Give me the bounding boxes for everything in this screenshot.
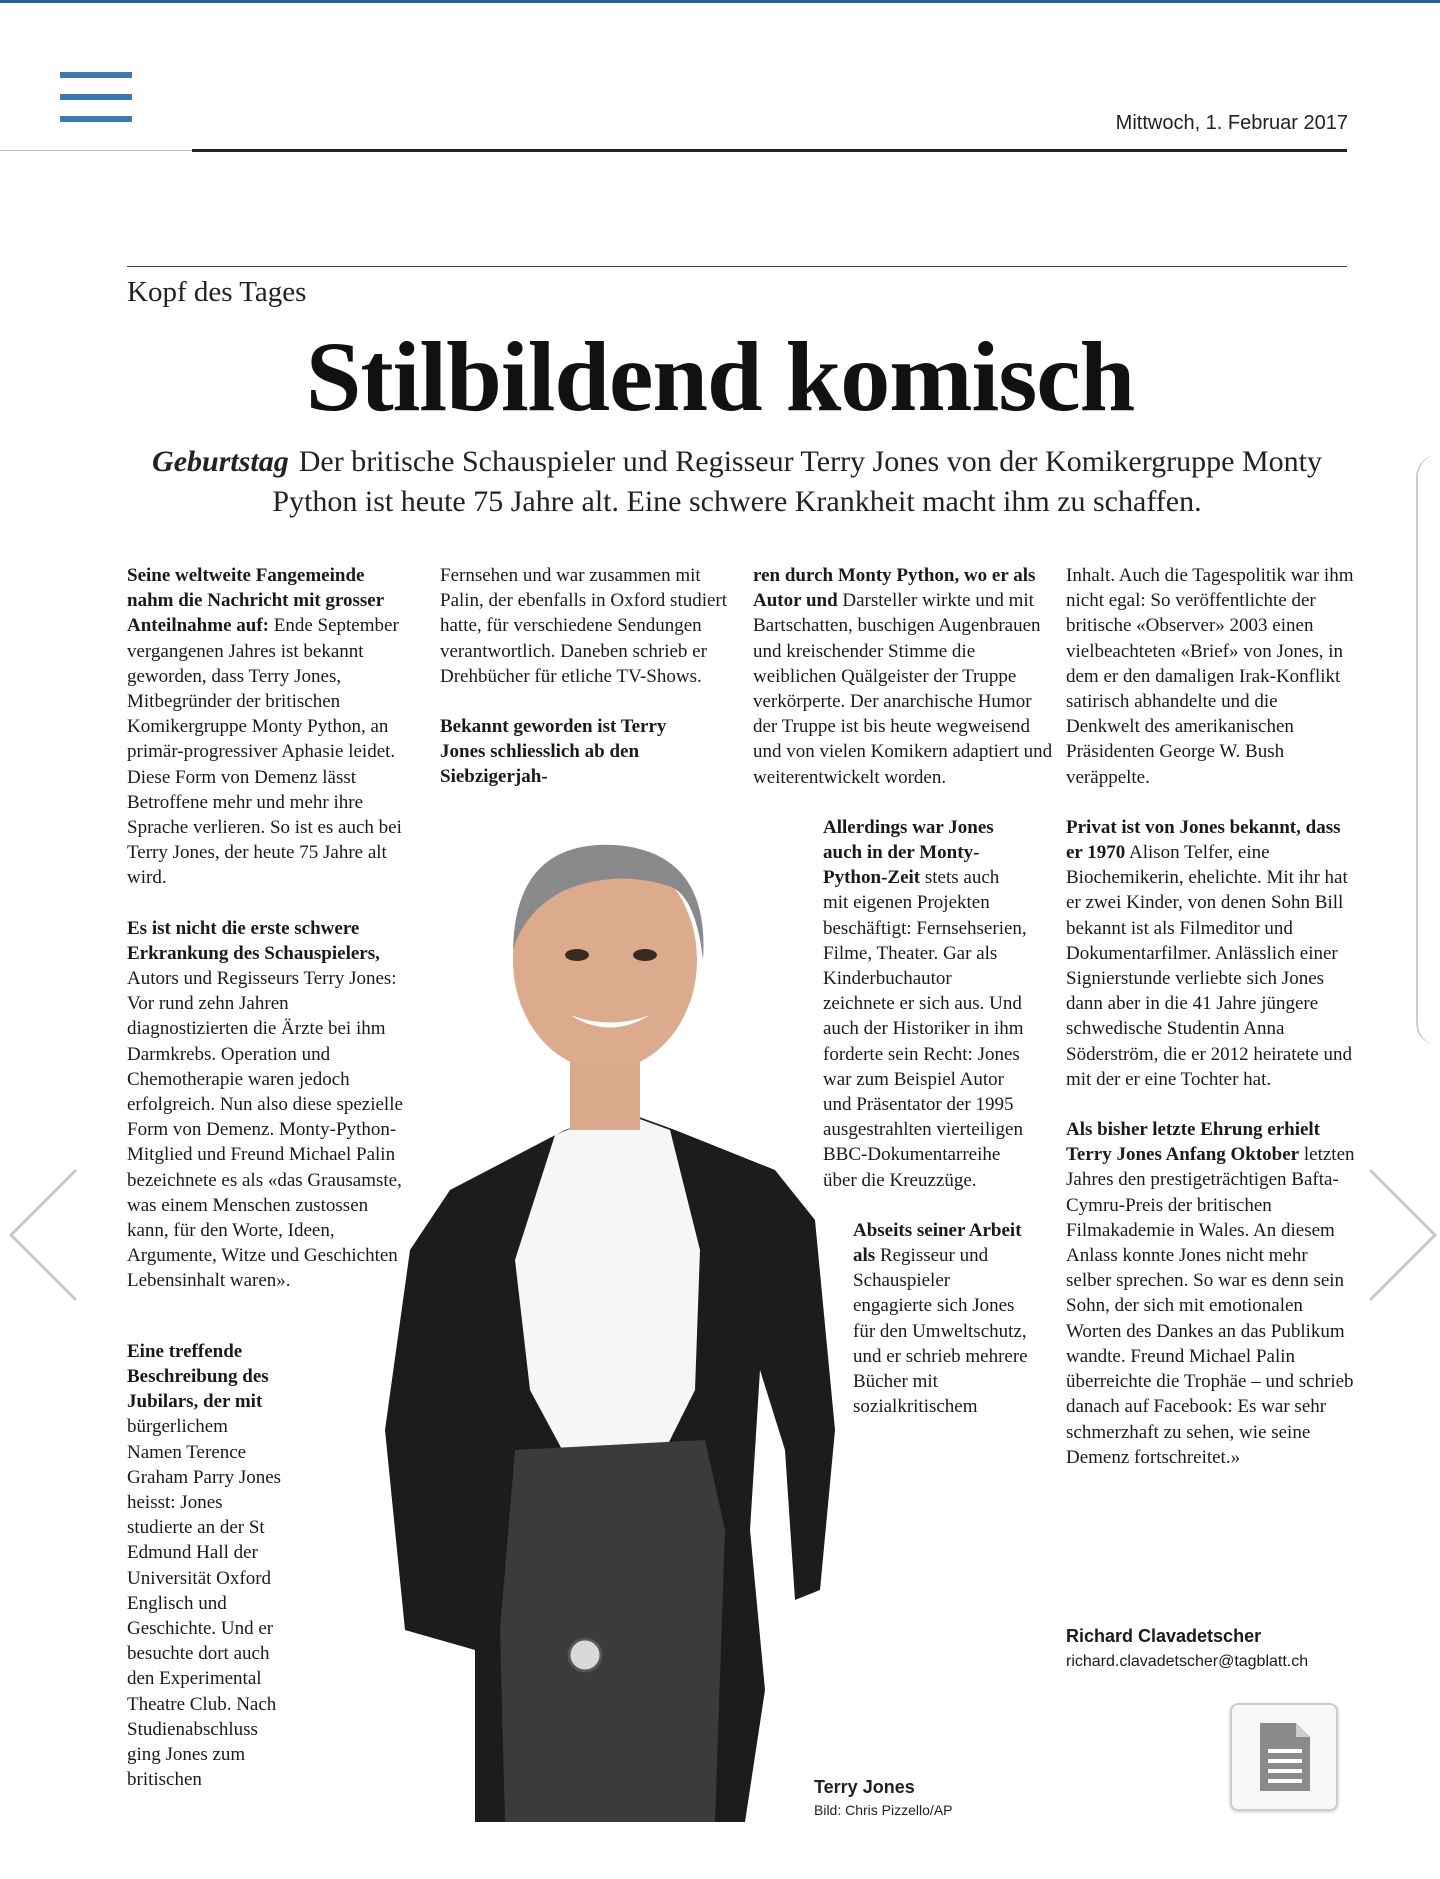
document-icon <box>1232 1705 1336 1809</box>
paragraph-text: Autors und Regisseurs Terry Jones: Vor rund zehn Jahren diagnostizierten die Ärzte bei ihm Darmkrebs. Operation und Chemotherapie waren jedoch erfolgreich. Nun also diese spezielle Form von Demenz. Monty-Python-Mitglied und Freund Michael Palin bezeichnete es als «das Grausamste, was einem Menschen zustossen kann, für den Worte, Ideen, Argumente, Witze und Geschichten Lebensinhalt waren». <box>127 968 403 1292</box>
paragraph-lead-in: Eine treffende Beschreibung des Jubilars, der mit <box>127 1340 269 1413</box>
menu-bar <box>60 116 132 122</box>
paragraph-lead-in: Als bisher letzte Ehrung erhielt Terry Jones Anfang Oktober <box>1066 1119 1321 1166</box>
paragraph-lead-in: Bekannt geworden ist Terry Jones schliesslich ab den Siebzigerjah- <box>440 716 667 788</box>
document-view-button[interactable] <box>1230 1703 1338 1811</box>
paragraph-lead-in: Seine weltweite Fangemeinde nahm die Nachricht mit grosser Anteilnahme auf: <box>127 565 384 637</box>
paragraph <box>127 1339 287 1793</box>
paragraph-text: Inhalt. Auch die Tagespolitik war ihm nicht egal: So veröffentlichte der britische «Observer» 2003 einen vielbeachteten «Brief» von Jones, in dem er den damaligen Irak-Konflikt satirisch abhandelte und die Denkwelt des amerikanischen Präsidenten George W. Bush veräppelte. <box>1066 565 1354 788</box>
paragraph-lead-in: Privat ist von Jones bekannt, dass er 1970 <box>1066 816 1341 864</box>
article-headline: Stilbildend komisch <box>305 321 1135 432</box>
author-email[interactable]: richard.clavadetscher@tagblatt.ch <box>1066 1653 1309 1670</box>
article-lead <box>127 442 1347 522</box>
paragraph <box>1066 1117 1356 1470</box>
author-byline <box>1066 1626 1308 1671</box>
portrait-photo <box>365 830 865 1822</box>
lead-text: Der britische Schauspieler und Regisseur Terry Jones von der Komikergruppe Monty Python ist heute 75 Jahre alt. Eine schwere Krankheit macht ihm zu schaffen. <box>272 445 1322 518</box>
paragraph <box>440 714 710 790</box>
header-divider-light <box>0 150 192 151</box>
top-accent-line <box>0 0 1440 3</box>
menu-bar <box>60 72 132 78</box>
photo-caption <box>814 1777 953 1818</box>
lead-tag: Geburtstag <box>152 445 289 478</box>
chevron-left-icon[interactable] <box>6 1165 86 1305</box>
paragraph-text: Alison Telfer, eine Biochemikerin, ehelichte. Mit ihr hat er zwei Kinder, von denen Sohn Bill bekannt ist als Filmeditor und Dokumentarfilmer. Anlässlich einer Signierstunde verliebte sich Jones dann aber in die 41 Jahre jüngere schwedische Studentin Anna Söderström, die er 2012 heiratete und mit der er eine Tochter hat. <box>1066 842 1352 1090</box>
paragraph-text: stets auch mit eigenen Projekten beschäftigt: Fernsehserien, Filme, Theater. Gar als Kinderbuchautor zeichnete er sich aus. Und auch der Historiker in ihm forderte sein Recht: Jones war zum Beispiel Autor und Präsentator der 1995 ausgestrahlten vierteiligen BBC-Dokumentarreihe über die Kreuzzüge. <box>823 867 1027 1191</box>
paragraph-text: Regisseur und Schauspieler engagierte sich Jones für den Umweltschutz, und er schrieb mehrere Bücher mit sozialkritischem <box>853 1245 1028 1418</box>
article-column-4 <box>1066 563 1356 1470</box>
menu-bar <box>60 94 132 100</box>
paragraph-text: Darsteller wirkte und mit Bartschatten, buschigen Augenbrauen und kreischender Stimme die weiblichen Quälgeister der Truppe verkörperte. Der anarchische Humor der Truppe ist bis heute wegweisend und von vielen Komikern adaptiert und weiterentwickelt worden. <box>753 590 1053 788</box>
caption-credit: Bild: Chris Pizzello/AP <box>814 1802 953 1818</box>
paragraph-text: letzten Jahres den prestigeträchtigen Bafta-Cymru-Preis der britischen Filmakademie in Wales. An diesem Anlass konnte Jones nicht mehr selber sprechen. So war es denn sein Sohn, der sich mit emotionalen Worten des Dankes an das Publikum wandte. Freund Michael Palin überreichte die Trophäe – und schrieb danach auf Facebook: Es war sehr schmerzhaft zu sehen, wie seine Demenz fortschreitet.» <box>1066 1144 1355 1468</box>
paragraph-text: bürgerlichem Namen Terence Graham Parry Jones heisst: Jones studierte an der St Edmund Hall der Universität Oxford Englisch und Geschichte. Und er besuchte dort auch den Experimental Theatre Club. Nach Studienabschluss ging Jones zum britischen <box>127 1416 282 1791</box>
paragraph <box>753 563 1053 790</box>
chevron-right-icon[interactable] <box>1360 1165 1440 1305</box>
caption-name: Terry Jones <box>814 1777 915 1797</box>
author-name: Richard Clavadetscher <box>1066 1626 1262 1646</box>
paragraph-text: Ende September vergangenen Jahres ist bekannt geworden, dass Terry Jones, Mitbegründer der britischen Komikergruppe Monty Python, an primär-progressiver Aphasie leidet. Diese Form von Demenz lässt Betroffene mehr und mehr ihre Sprache verlieren. So ist es auch bei Terry Jones, der heute 75 Jahre alt wird. <box>127 615 402 889</box>
article-column-2 <box>440 563 730 790</box>
paragraph <box>1066 563 1356 790</box>
paragraph <box>1066 815 1356 1092</box>
paragraph-lead-in: Es ist nicht die erste schwere Erkrankung des Schauspielers, <box>127 917 380 964</box>
paragraph-text: Fernsehen und war zusammen mit Palin, der ebenfalls in Oxford studiert hatte, für verschiedene Sendungen verantwortlich. Daneben schrieb er Drehbücher für etliche TV-Shows. <box>440 565 728 687</box>
paragraph-lead-in: Allerdings war Jones auch in der Monty-Python-Zeit <box>823 816 994 889</box>
paragraph-lead-in: Abseits seiner Arbeit als <box>853 1219 1022 1267</box>
paragraph <box>440 563 730 689</box>
section-divider <box>127 266 1347 267</box>
section-kicker: Kopf des Tages <box>127 276 307 308</box>
header-divider <box>192 149 1347 152</box>
issue-date: Mittwoch, 1. Februar 2017 <box>1115 112 1348 134</box>
hamburger-menu-icon[interactable] <box>60 72 132 124</box>
page-edge-handle[interactable] <box>1416 455 1440 1045</box>
paragraph-lead-in: ren durch Monty Python, wo er als Autor und <box>753 565 1036 612</box>
